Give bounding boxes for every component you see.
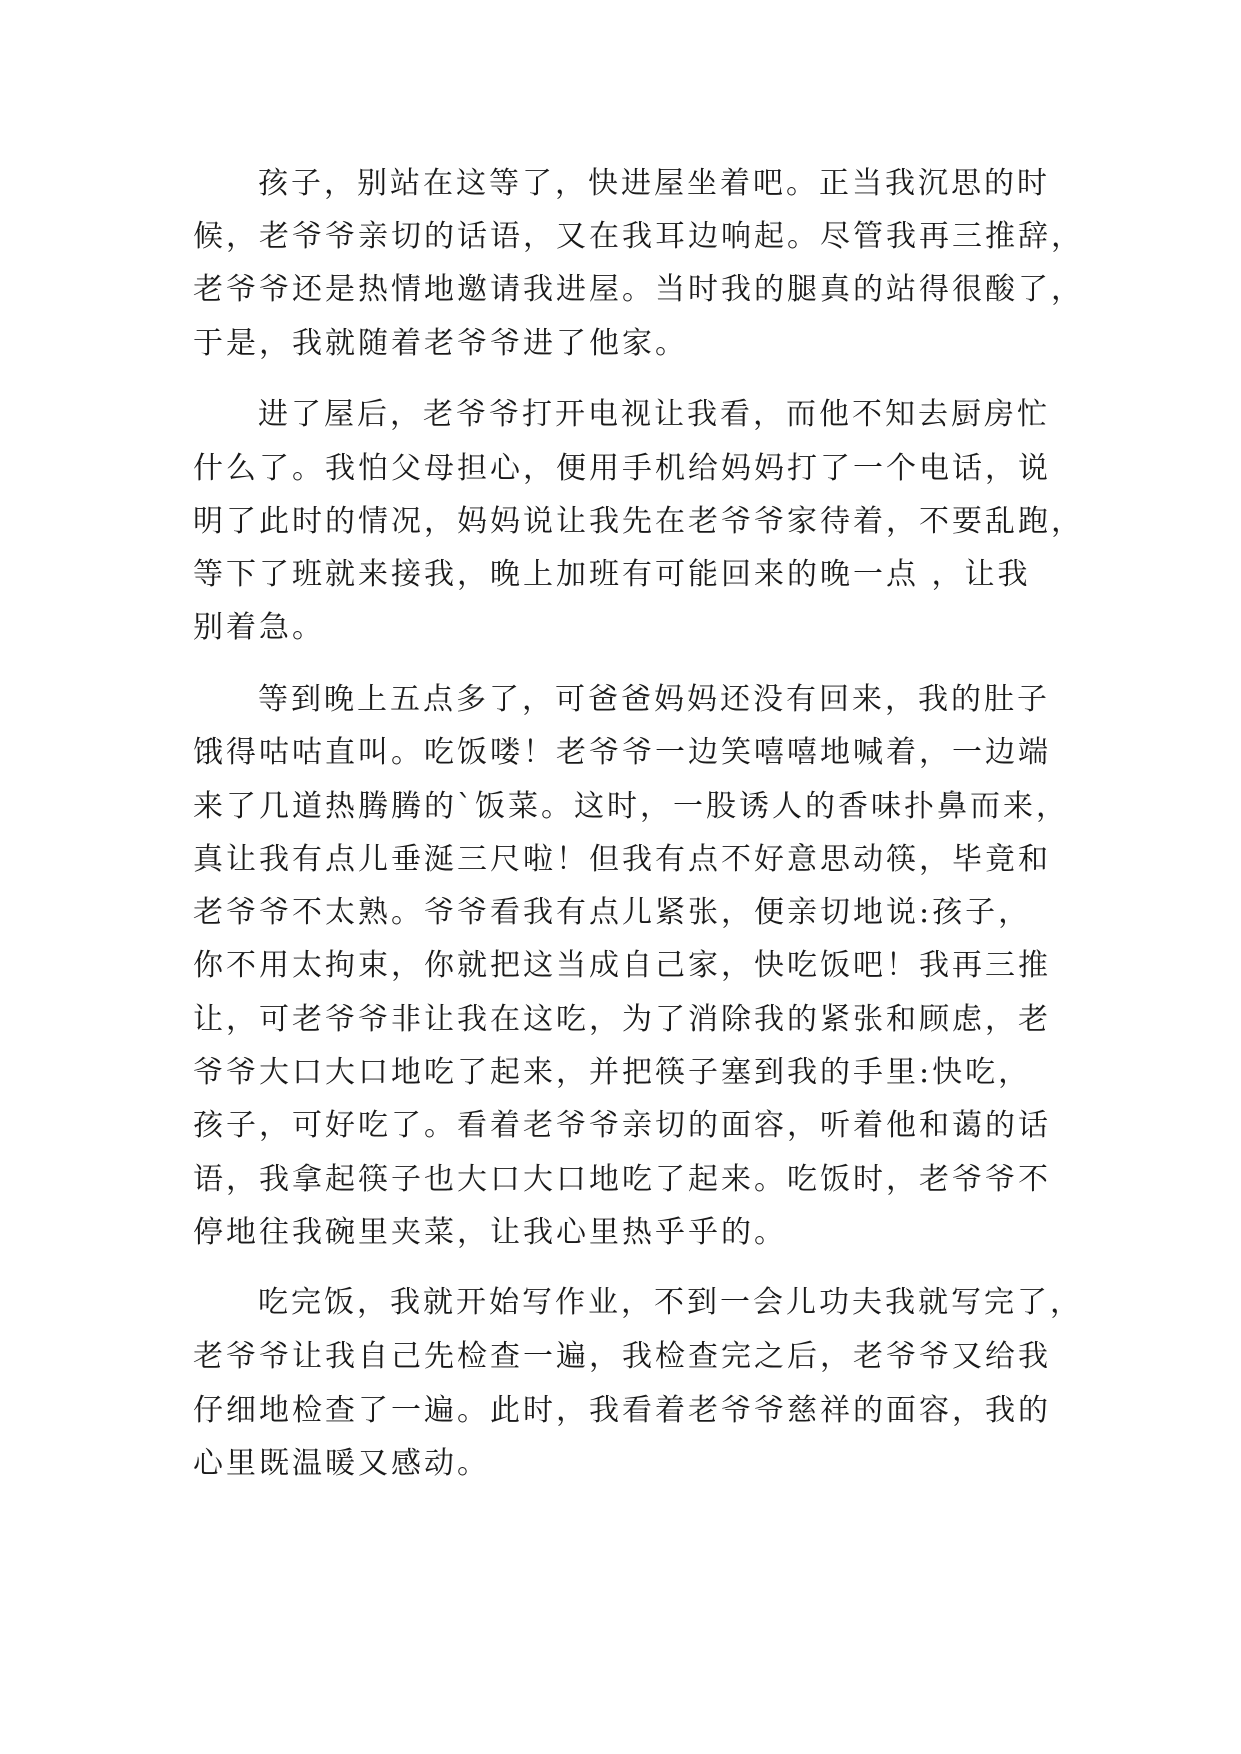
text-line: 什么了。我怕父母担心，便用手机给妈妈打了一个电话，说 [193, 451, 1051, 486]
text-line: 等到晚上五点多了，可爸爸妈妈还没有回来，我的肚子 [258, 682, 1050, 717]
text-line: 等下了班就来接我，晚上加班有可能回来的晚一点 ，让我 [193, 557, 1031, 592]
text-line: 老爷爷还是热情地邀请我进屋。当时我的腿真的站得很酸了， [193, 272, 1084, 307]
text-line: 饿得咕咕直叫。吃饭喽！老爷爷一边笑嘻嘻地喊着，一边端 [193, 735, 1051, 770]
text-line: 仔细地检查了一遍。此时，我看着老爷爷慈祥的面容，我的 [193, 1393, 1051, 1428]
text-line: 真让我有点儿垂涎三尺啦！但我有点不好意思动筷，毕竟和 [193, 842, 1051, 877]
text-line: 进了屋后，老爷爷打开电视让我看，而他不知去厨房忙 [258, 397, 1050, 432]
text-line: 老爷爷让我自己先检查一遍，我检查完之后，老爷爷又给我 [193, 1339, 1051, 1374]
text-line: 明了此时的情况，妈妈说让我先在老爷爷家待着，不要乱跑， [193, 504, 1084, 539]
text-line: 于是，我就随着老爷爷进了他家。 [193, 326, 688, 361]
text-line: 来了几道热腾腾的`饭菜。这时，一股诱人的香味扑鼻而来， [193, 789, 1069, 824]
text-line: 你不用太拘束，你就把这当成自己家，快吃饭吧！我再三推 [193, 948, 1051, 983]
text-line: 让，可老爷爷非让我在这吃，为了消除我的紧张和顾虑，老 [193, 1002, 1051, 1037]
text-line: 候，老爷爷亲切的话语，又在我耳边响起。尽管我再三推辞， [193, 219, 1084, 254]
text-line: 吃完饭，我就开始写作业，不到一会儿功夫我就写完了， [258, 1285, 1083, 1320]
text-line: 心里既温暖又感动。 [193, 1446, 490, 1481]
text-line: 孩子，别站在这等了，快进屋坐着吧。正当我沉思的时 [258, 166, 1050, 201]
text-line: 别着急。 [193, 610, 325, 645]
text-line: 语，我拿起筷子也大口大口地吃了起来。吃饭时，老爷爷不 [193, 1162, 1051, 1197]
text-line: 停地往我碗里夹菜，让我心里热乎乎的。 [193, 1215, 787, 1250]
text-line: 爷爷大口大口地吃了起来，并把筷子塞到我的手里:快吃， [193, 1055, 1032, 1090]
text-line: 老爷爷不太熟。爷爷看我有点儿紧张，便亲切地说:孩子， [193, 895, 1032, 930]
text-line: 孩子，可好吃了。看着老爷爷亲切的面容，听着他和蔼的话 [193, 1108, 1051, 1143]
